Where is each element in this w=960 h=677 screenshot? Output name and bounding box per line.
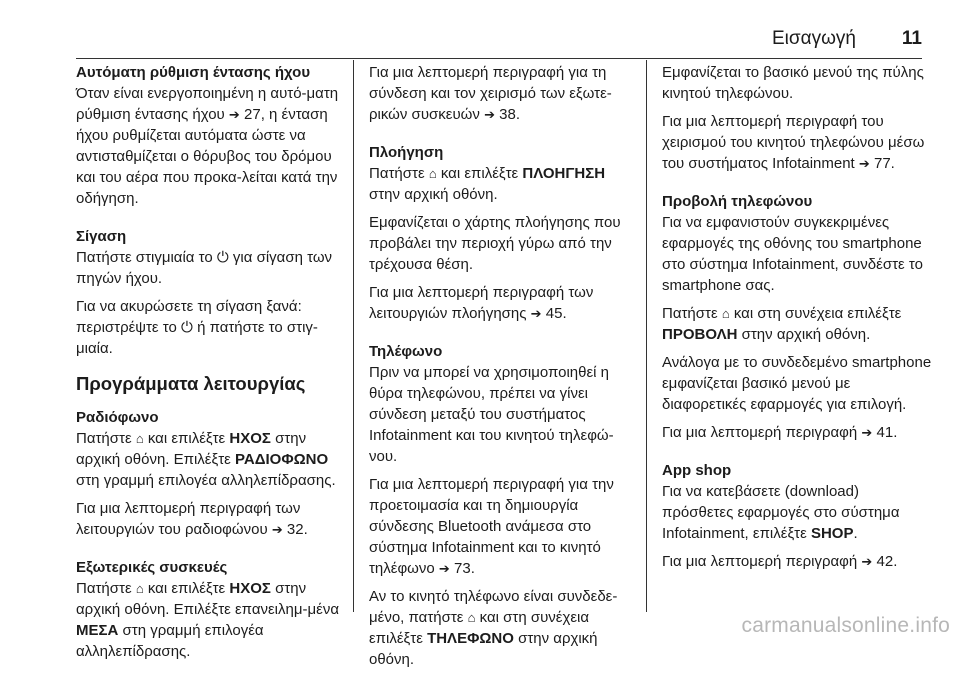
radio-more-paragraph: Για μια λεπτομερή περιγραφή των λειτουργιών του ραδιοφώνου ➔ 32. — [76, 500, 308, 538]
projection-keyword: ΠΡΟΒΟΛΗ — [662, 326, 738, 343]
shop-keyword: SHOP — [810, 525, 854, 542]
press-text: Πατήστε — [369, 165, 425, 182]
phone-menu-more-paragraph: Για μια λεπτομερή περιγραφή του χειρισμού του κινητού τηλεφώνου μέσω του συστήματος Infotainment ➔ 77. — [662, 113, 925, 172]
phone-connected-text-cont: και στη συνέχεια επιλέξτε — [369, 609, 590, 647]
page-ref-arrow-icon: ➔ — [861, 425, 873, 440]
external-devices-paragraph — [76, 578, 346, 662]
home-icon: ⌂ — [721, 306, 730, 321]
app-shop-more-text: Για μια λεπτομερή περιγραφή — [662, 553, 858, 570]
phone-connected-text: Αν το κινητό τηλέφωνο είναι συνδεδε-μένο, πατήστε — [369, 588, 618, 626]
navigation-keyword: ΠΛΟΗΓΗΣΗ — [522, 165, 606, 182]
page-ref[interactable]: 38 — [499, 106, 516, 123]
radio-more-text: Για μια λεπτομερή περιγραφή των λειτουργιών του ραδιοφώνου — [76, 500, 301, 538]
projection-heading: Προβολή τηλεφώνου — [662, 193, 813, 210]
power-icon: ⏻ — [181, 319, 193, 336]
projection-more-paragraph: Για μια λεπτομερή περιγραφή ➔ 41. — [662, 424, 898, 441]
home-icon: ⌂ — [467, 610, 476, 625]
page-ref-arrow-icon: ➔ — [228, 107, 240, 122]
page-number: 11 — [901, 28, 922, 49]
page-ref[interactable]: 41 — [876, 424, 894, 441]
radio-paragraph — [76, 428, 346, 491]
navigation-paragraph — [369, 163, 639, 205]
phone-connected-text-end: στην αρχική οθόνη. — [369, 630, 598, 668]
external-devices-text-cont: στη γραμμή επιλογέα αλληλεπίδρασης. — [76, 622, 264, 660]
navigation-more-paragraph: Για μια λεπτομερή περιγραφή των λειτουργιών πλοήγησης ➔ 45. — [369, 284, 594, 322]
app-shop-section — [662, 460, 932, 572]
app-shop-heading: App shop — [662, 462, 732, 479]
section-title: Προγράμματα λειτουργίας — [76, 373, 306, 394]
projection-text-cont: και στη συνέχεια επιλέξτε — [733, 305, 902, 322]
page-ref-arrow-icon: ➔ — [858, 156, 870, 171]
projection-text-end: στην αρχική οθόνη. — [741, 326, 871, 343]
navigation-map-text: Εμφανίζεται ο χάρτης πλοήγησης που προβάλει την περιοχή γύρω από την τρέχουσα θέση. — [369, 214, 621, 273]
auto-volume-text: Όταν είναι ενεργοποιημένη η αυτό-ματη ρύθμιση έντασης ήχου — [76, 85, 339, 123]
select-text: και επιλέξτε — [147, 430, 226, 447]
phone-menu-text: Εμφανίζεται το βασικό μενού της πύλης κινητού τηλεφώνου. — [662, 64, 924, 102]
page-ref[interactable]: 42 — [876, 553, 894, 570]
app-shop-more-paragraph: Για μια λεπτομερή περιγραφή ➔ 42. — [662, 553, 898, 570]
radio-text: στην αρχική οθόνη. Επιλέξτε — [76, 430, 307, 468]
home-icon: ⌂ — [428, 166, 437, 181]
home-icon: ⌂ — [135, 581, 144, 596]
press-text: Πατήστε — [76, 430, 132, 447]
home-icon: ⌂ — [135, 431, 144, 446]
auto-volume-paragraph — [76, 62, 346, 209]
select-text: και επιλέξτε — [147, 580, 226, 597]
mute-text: Πατήστε στιγμιαία το — [76, 249, 213, 266]
projection-more-text: Για μια λεπτομερή περιγραφή — [662, 424, 858, 441]
header-rule — [76, 58, 922, 59]
navigation-text: στην αρχική οθόνη. — [369, 186, 498, 203]
mute-text-cont: για σίγαση των πηγών ήχου. — [76, 249, 333, 287]
page-ref-arrow-icon: ➔ — [271, 522, 283, 537]
page-header — [0, 28, 922, 54]
sound-keyword: ΗΧΟΣ — [229, 430, 271, 447]
media-keyword: ΜΕΣΑ — [76, 622, 119, 639]
auto-volume-text-cont: , η ένταση ήχου ρυθμίζεται αυτόματα ώστε να αντισταθμίζεται ο θόρυβος του δρόμου και του αέρα που προκα-λείται κατά την οδήγηση. — [76, 106, 338, 207]
external-more-text: Για μια λεπτομερή περιγραφή για τη σύνδεση και τον χειρισμό των εξωτε-ρικών συσκευών — [369, 64, 612, 123]
page-ref[interactable]: 77 — [873, 155, 891, 172]
column-divider-1 — [353, 60, 354, 612]
page-ref-arrow-icon: ➔ — [861, 554, 873, 569]
navigation-more-text: Για μια λεπτομερή περιγραφή των λειτουργιών πλοήγησης — [369, 284, 594, 322]
radio-keyword: ΡΑΔΙΟΦΩΝΟ — [235, 451, 329, 468]
mute-section — [76, 226, 346, 359]
phone-section — [369, 341, 639, 670]
projection-press-paragraph — [662, 303, 932, 345]
auto-volume-heading: Αυτόματη ρύθμιση έντασης ήχου — [76, 64, 311, 81]
press-text: Πατήστε — [76, 580, 132, 597]
unmute-paragraph — [76, 296, 346, 359]
radio-heading: Ραδιόφωνο — [76, 409, 159, 426]
radio-text-cont: στη γραμμή επιλογέα αλληλεπίδρασης. — [76, 472, 336, 489]
external-devices-heading: Εξωτερικές συσκευές — [76, 559, 228, 576]
navigation-heading: Πλοήγηση — [369, 144, 444, 161]
navigation-section — [369, 142, 639, 324]
watermark: carmanualsonline.info — [741, 614, 950, 637]
projection-dependent-text: Ανάλογα με το συνδεδεμένο smartphone εμφανίζεται βασικό μενού με διαφορετικές εφαρμογές για επιλογή. — [662, 354, 932, 413]
column-3 — [662, 62, 932, 579]
page-title: Εισαγωγή — [771, 28, 856, 49]
page-ref-arrow-icon: ➔ — [484, 107, 495, 122]
page-ref-arrow-icon: ➔ — [438, 561, 450, 576]
external-more-paragraph: Για μια λεπτομερή περιγραφή για τη σύνδεση και τον χειρισμό των εξωτε-ρικών συσκευών ➔ 38. — [369, 64, 612, 123]
column-divider-2 — [646, 60, 647, 612]
phone-more-text: Για μια λεπτομερή περιγραφή για την προετοιμασία και τη δημιουργία σύνδεσης Bluetooth ανάμεσα στο σύστημα Infotainment και το κινητό τηλέφωνο — [369, 476, 614, 577]
external-devices-text: στην αρχική οθόνη. Επιλέξτε επανειλημ-μένα — [76, 580, 339, 618]
column-1 — [76, 62, 346, 669]
phone-menu-more-text: Για μια λεπτομερή περιγραφή του χειρισμού του κινητού τηλεφώνου μέσω του συστήματος Infotainment — [662, 113, 925, 172]
page-ref-arrow-icon: ➔ — [530, 306, 542, 321]
page-ref[interactable]: 27 — [244, 106, 261, 123]
projection-text: Για να εμφανιστούν συγκεκριμένες εφαρμογές της οθόνης του smartphone στο σύστημα Infotainment, συνδέστε το smartphone σας. — [662, 214, 923, 294]
phone-keyword: ΤΗΛΕΦΩΝΟ — [427, 630, 514, 647]
sound-keyword: ΗΧΟΣ — [229, 580, 271, 597]
app-shop-paragraph: Για να κατεβάσετε (download) πρόσθετες εφαρμογές στο σύστημα Infotainment, επιλέξτε SHOP. — [662, 483, 900, 542]
page-ref[interactable]: 32 — [286, 521, 304, 538]
app-shop-text: Για να κατεβάσετε (download) πρόσθετες εφαρμογές στο σύστημα Infotainment, επιλέξτε — [662, 483, 900, 542]
press-text: Πατήστε — [662, 305, 718, 322]
mute-paragraph — [76, 247, 346, 289]
phone-more-paragraph: Για μια λεπτομερή περιγραφή για την προετοιμασία και τη δημιουργία σύνδεσης Bluetooth ανάμεσα στο σύστημα Infotainment και το κινητό τηλέφωνο ➔ 73. — [369, 476, 614, 577]
phone-text: Πριν να μπορεί να χρησιμοποιηθεί η θύρα τηλεφώνου, πρέπει να γίνει σύνδεση μεταξύ του συστήματος Infotainment και του κινητού τηλεφώ-νου. — [369, 364, 614, 465]
mute-heading: Σίγαση — [76, 228, 127, 245]
unmute-text: Για να ακυρώσετε τη σίγαση ξανά: περιστρέψτε το — [76, 298, 302, 336]
external-devices-section — [76, 557, 346, 662]
column-2 — [369, 62, 639, 677]
phone-heading: Τηλέφωνο — [369, 343, 443, 360]
projection-section — [662, 191, 932, 443]
select-text: και επιλέξτε — [440, 165, 519, 182]
phone-connected-paragraph — [369, 586, 639, 670]
power-icon: ⏻ — [216, 249, 229, 266]
page-ref[interactable]: 73 — [454, 560, 471, 577]
page-ref[interactable]: 45 — [545, 305, 563, 322]
unmute-text-cont: ή πατήστε το στιγ-μιαία. — [76, 319, 318, 357]
